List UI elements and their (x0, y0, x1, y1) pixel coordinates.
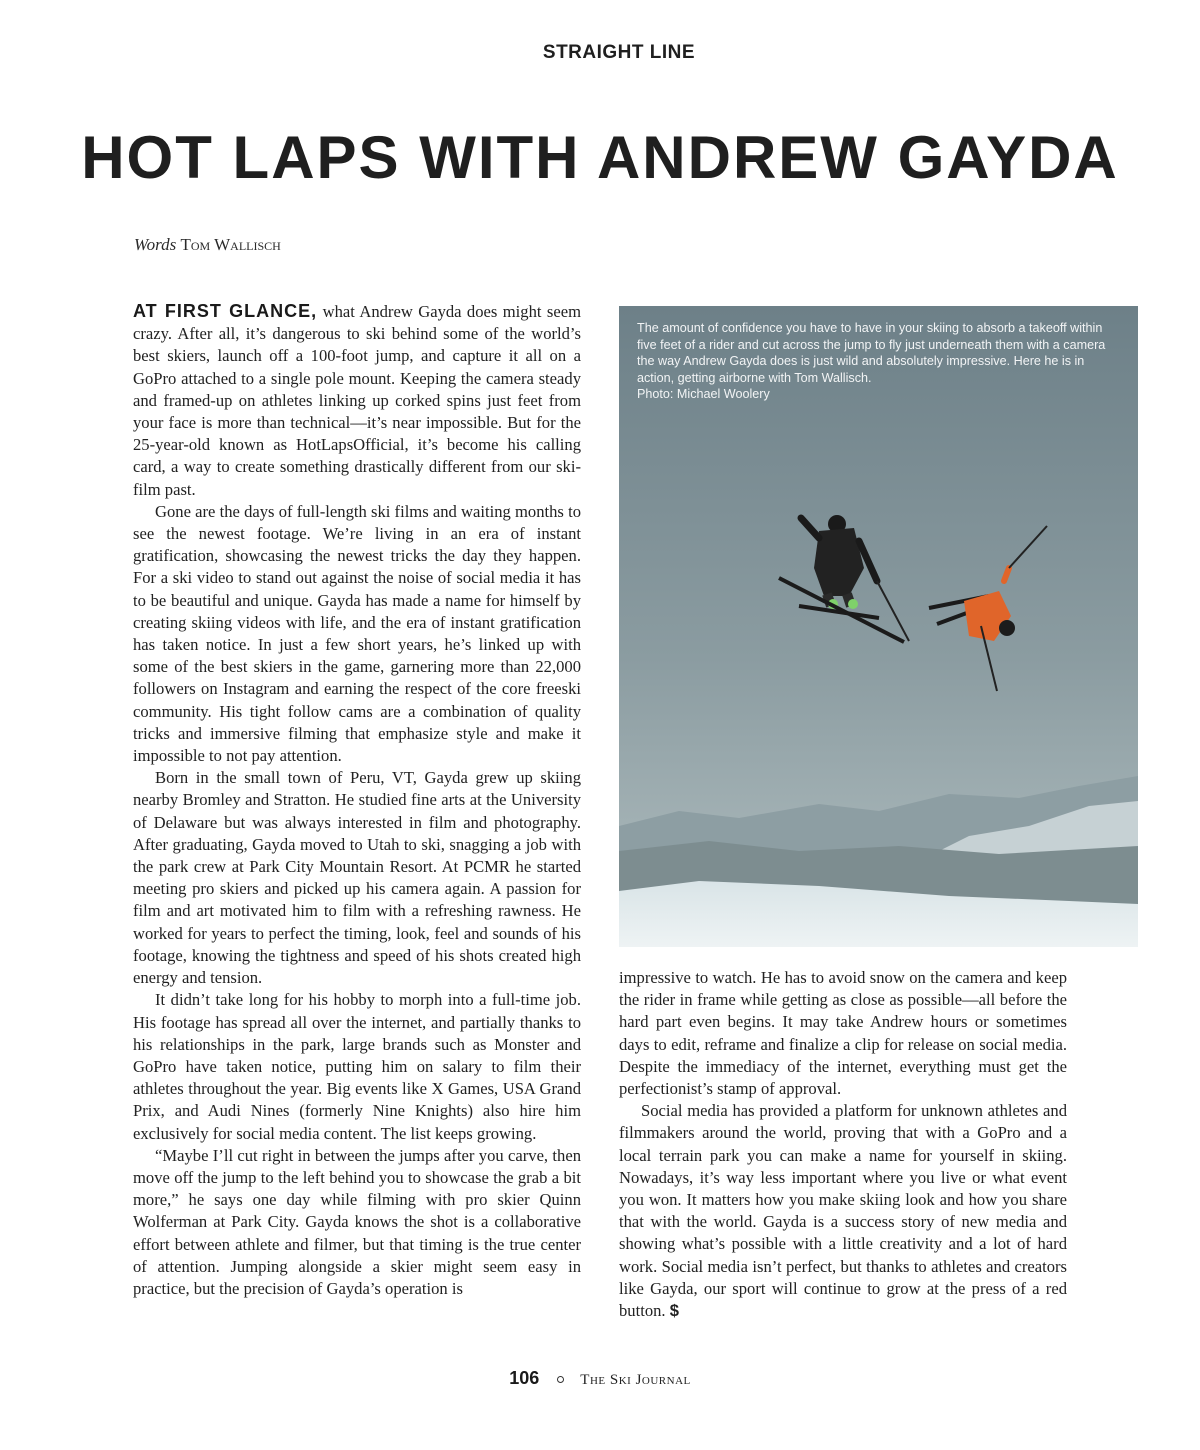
page-footer (0, 1368, 1200, 1389)
photo-caption (637, 320, 1123, 403)
publication-name: The Ski Journal (580, 1372, 691, 1388)
paragraph-text: what Andrew Gayda does might seem crazy. After all, it’s dangerous to ski behind some of the world’s best skiers, launch off a 100-foot jump, and capture it all on a GoPro attached to a single pole mount. Keeping the camera steady and framed-up on athletes linking up corked spins just feet from your face is more than technical—it’s near impossible. But for the 25-year-old known as HotLapsOfficial, it’s become his calling card, a way to create something drastically different from our ski-film past. (133, 302, 581, 499)
article-column-right (619, 967, 1067, 1322)
lead-in: AT FIRST GLANCE, (133, 301, 318, 321)
separator-dot-icon (557, 1376, 564, 1383)
page-number: 106 (509, 1368, 540, 1388)
article-paragraph: Born in the small town of Peru, VT, Gayda grew up skiing nearby Bromley and Stratton. He studied fine arts at the University of Delaware but was always interested in film and photography. After graduating, Gayda moved to Utah to ski, snagging a job with the park crew at Park City Mountain Resort. At PCMR he started meeting pro skiers and picked up his camera again. A passion for film and art motivated him to film with a refreshing rawness. He worked for years to perfect the timing, look, feel and sounds of his footage, knowing the tightness and speed of his shots created high energy and tension. (133, 768, 581, 988)
article-paragraph: Gone are the days of full-length ski films and waiting months to see the newest footage. We’re living in an era of instant gratification, showcasing the newest tricks the day they happen. For a ski video to stand out against the noise of social media it has to be beautiful and unique. Gayda has made a name for himself by creating skiing videos with life, and the era of instant gratification has taken notice. In just a few short years, he’s linked up with some of the best skiers in the game, garnering more than 22,000 followers on Instagram and earning the respect of the core freeski community. His tight follow cams are a combination of quality tricks and immersive filming that emphasize style and make it impossible to not pay attention. (133, 501, 581, 766)
paragraph-text: Social media has provided a platform for unknown athletes and filmmakers around the world, proving that with a GoPro and a local terrain park you can make a name for yourself in skiing. Nowadays, it’s way less important where you live or what event you won. It matters how you make skiing look and how you share that with the world. Gayda is a success story of new media and showing what’s possible with a little creativity and a lot of hard work. Social media isn’t perfect, but thanks to athletes and creators like Gayda, our sport will continue to grow at the press of a red button. (619, 1101, 1067, 1321)
byline (134, 235, 281, 255)
end-mark-icon: $ (669, 1301, 679, 1321)
section-label: STRAIGHT LINE (542, 42, 696, 63)
article-paragraph (133, 300, 581, 501)
article-paragraph: impressive to watch. He has to avoid snow on the camera and keep the rider in frame while getting as close as possible—all before the hard part even begins. It may take Andrew hours or sometimes days to edit, reframe and finalize a clip for release on social media. Despite the immediacy of the internet, everything must get the perfectionist’s stamp of approval. (619, 968, 1067, 1099)
page-title: HOT LAPS WITH ANDREW GAYDA (81, 124, 1119, 191)
article-paragraph (619, 1100, 1067, 1322)
article-column-left (133, 300, 581, 1300)
byline-words-label: Words (134, 235, 177, 254)
article-paragraph: “Maybe I’ll cut right in between the jumps after you carve, then move off the jump to the left behind you to showcase the grab a bit more,” he says one day while filming with pro skier Quinn Wolferman at Park City. Gayda knows the shot is a collaborative effort between athlete and filmer, but that timing is the true center of attention. Jumping alongside a skier might seem easy in practice, but the precision of Gayda’s operation is (133, 1145, 581, 1298)
caption-text: The amount of confidence you have to have in your skiing to absorb a takeoff within five feet of a rider and cut across the jump to fly just underneath them with a camera the way Andrew Gayda does is just wild and absolutely impressive. Here he is in action, getting airborne with Tom Wallisch. (637, 321, 1106, 385)
article-paragraph: It didn’t take long for his hobby to morph into a full-time job. His footage has spread all over the internet, and partially thanks to his relationships in the park, large brands such as Monster and GoPro have taken notice, putting him on salary to film their athletes throughout the year. Big events like X Games, USA Grand Prix, and Audi Nines (formerly Nine Knights) also hire him exclusively for social media content. The list keeps growing. (133, 990, 581, 1143)
feature-photo (619, 306, 1138, 947)
byline-author: Tom Wallisch (180, 235, 281, 254)
photo-credit: Photo: Michael Woolery (637, 387, 770, 401)
